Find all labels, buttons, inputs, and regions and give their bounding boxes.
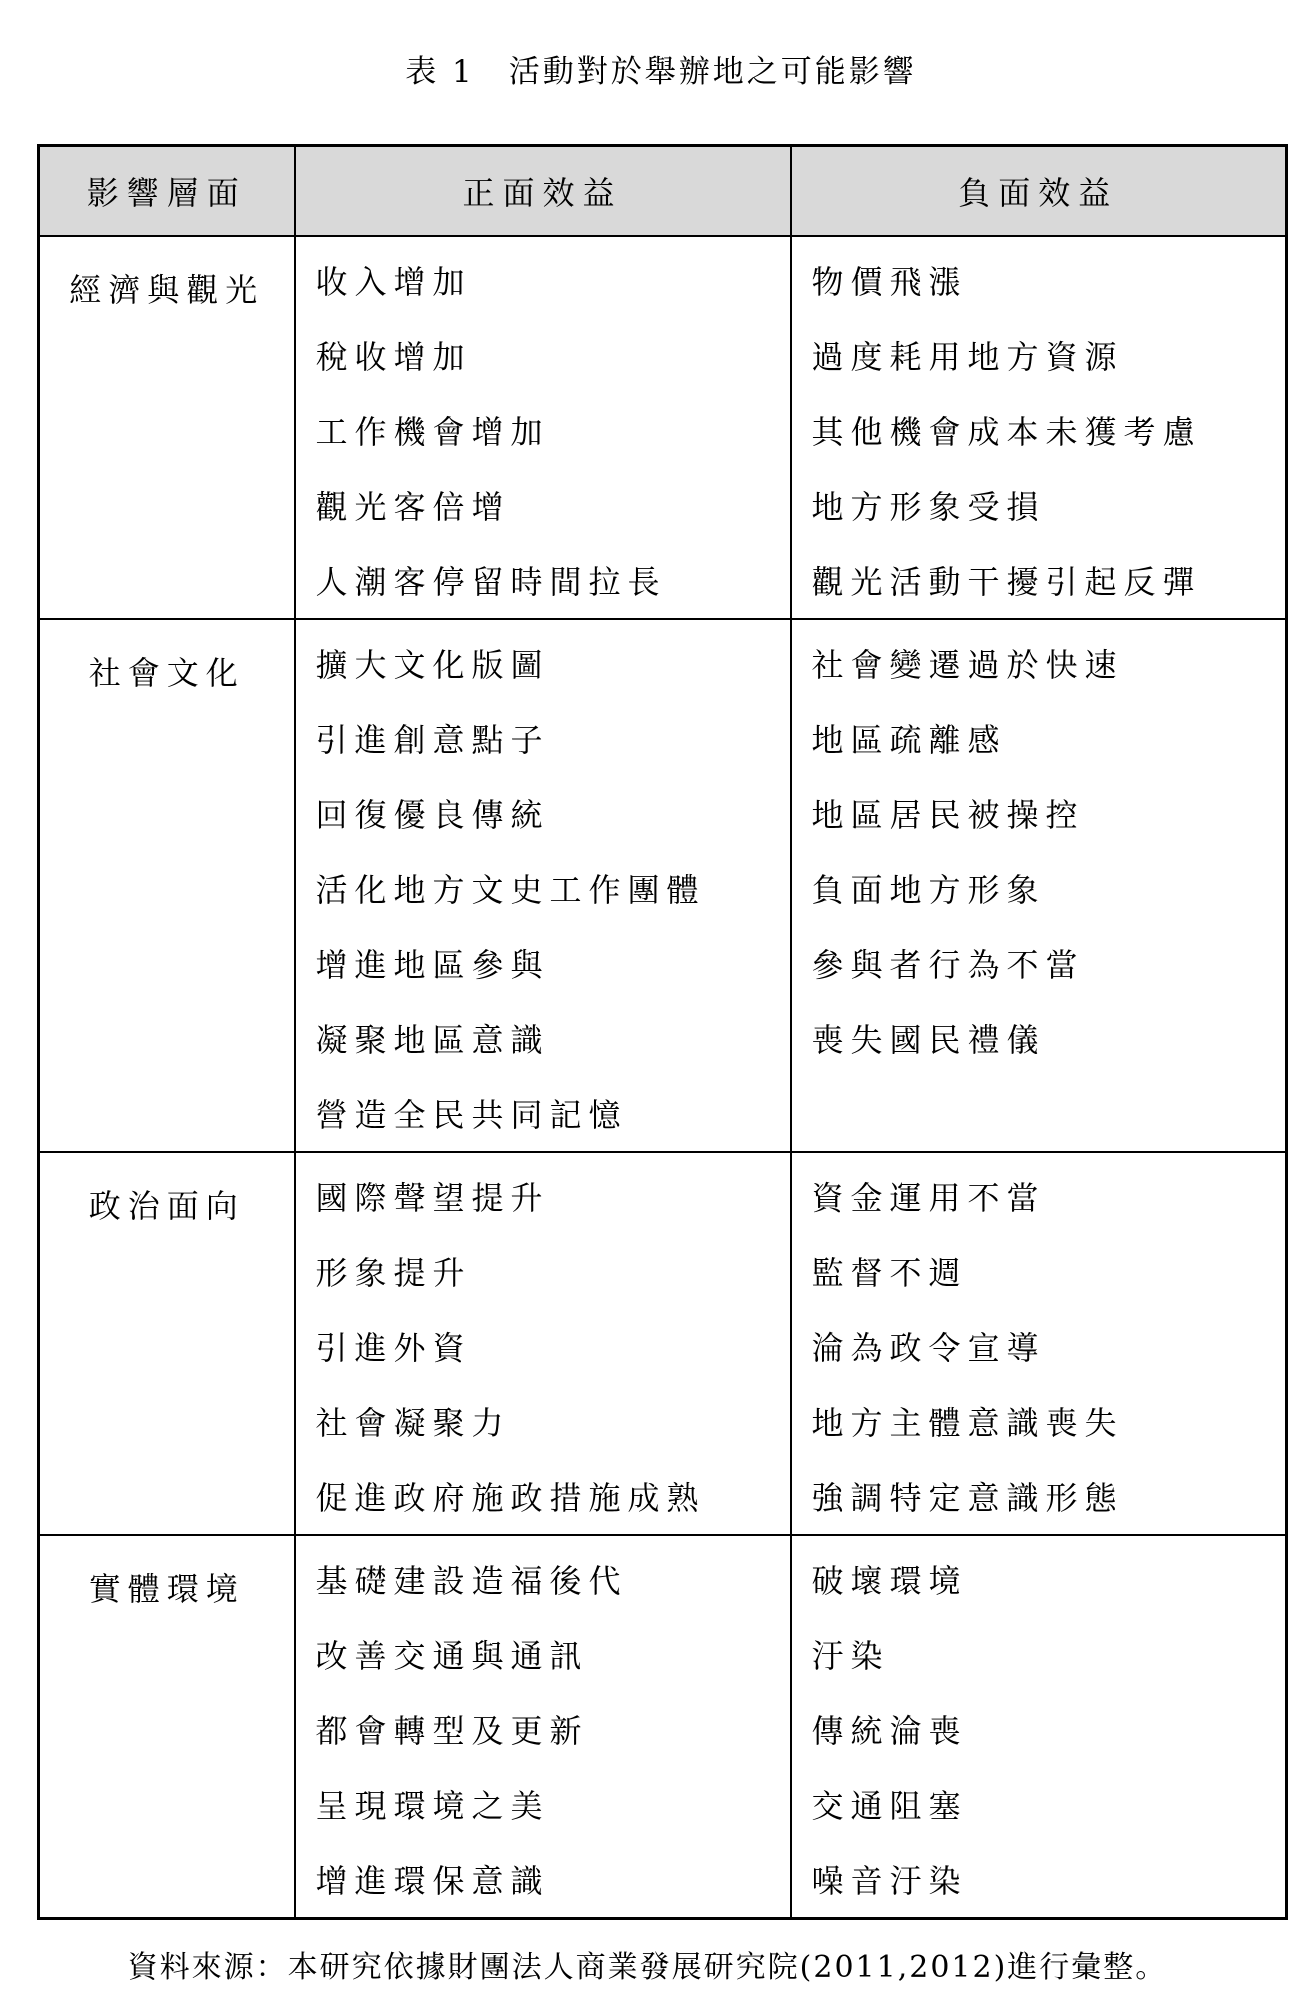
positive-benefit-item: 促進政府施政措施成熟 [315, 1479, 706, 1517]
positive-benefit-item: 形象提升 [315, 1254, 472, 1292]
negative-benefit-item: 觀光活動干擾引起反彈 [811, 563, 1202, 601]
impact-dimension-cell [39, 619, 295, 1152]
table-row [39, 619, 1287, 1152]
impact-table [37, 144, 1288, 1920]
negative-benefit-item: 物價飛漲 [811, 263, 968, 301]
negative-benefit-item: 地區疏離感 [811, 721, 1007, 759]
positive-benefit-item: 稅收增加 [315, 338, 472, 376]
negative-benefit-item: 負面地方形象 [811, 871, 1046, 909]
positive-benefits-cell [295, 236, 791, 619]
negative-benefit-item: 參與者行為不當 [811, 946, 1085, 984]
positive-benefit-item: 凝聚地區意識 [315, 1021, 550, 1059]
positive-benefit-item: 增進環保意識 [315, 1862, 550, 1900]
positive-benefit-item: 工作機會增加 [315, 413, 550, 451]
impact-dimension-label: 經濟與觀光 [69, 270, 265, 309]
negative-benefits-cell [791, 1152, 1287, 1535]
negative-benefit-item: 其他機會成本未獲考慮 [811, 413, 1202, 451]
negative-benefit-item: 強調特定意識形態 [811, 1479, 1124, 1517]
positive-benefits-cell [295, 619, 791, 1152]
positive-benefits-cell [295, 1152, 791, 1535]
table-row [39, 236, 1287, 619]
negative-benefit-item: 資金運用不當 [811, 1179, 1046, 1217]
negative-benefit-item: 淪為政令宣導 [811, 1329, 1046, 1367]
negative-benefit-item: 汙染 [811, 1637, 890, 1675]
positive-benefit-item: 呈現環境之美 [315, 1787, 550, 1825]
negative-benefit-item: 傳統淪喪 [811, 1712, 968, 1750]
impact-dimension-cell [39, 236, 295, 619]
impact-dimension-label: 實體環境 [88, 1569, 245, 1608]
positive-benefits-cell [295, 1535, 791, 1919]
impact-dimension-label: 社會文化 [88, 653, 245, 692]
negative-benefit-item: 交通阻塞 [811, 1787, 968, 1825]
negative-benefit-item: 破壞環境 [811, 1562, 968, 1600]
negative-benefit-item: 社會變遷過於快速 [811, 646, 1124, 684]
positive-benefit-item: 國際聲望提升 [315, 1179, 550, 1217]
impact-dimension-label: 政治面向 [88, 1186, 245, 1225]
negative-benefit-item: 監督不週 [811, 1254, 968, 1292]
positive-benefit-item: 人潮客停留時間拉長 [315, 563, 667, 601]
table-row [39, 1152, 1287, 1535]
negative-benefits-cell [791, 1535, 1287, 1919]
negative-benefit-item: 地方形象受損 [811, 488, 1046, 526]
source-note: 資料來源：本研究依據財團法人商業發展研究院(2011,2012)進行彙整。 [127, 1950, 1168, 1985]
table-header-row [39, 146, 1287, 236]
positive-benefit-item: 增進地區參與 [315, 946, 550, 984]
impact-dimension-cell [39, 1152, 295, 1535]
positive-benefit-item: 擴大文化版圖 [315, 646, 550, 684]
positive-benefit-item: 都會轉型及更新 [315, 1712, 589, 1750]
table-body [39, 236, 1287, 1919]
negative-benefits-cell [791, 619, 1287, 1152]
positive-benefit-item: 基礎建設造福後代 [315, 1562, 628, 1600]
negative-benefit-item: 喪失國民禮儀 [811, 1021, 1046, 1059]
positive-benefit-item: 回復優良傳統 [315, 796, 550, 834]
positive-benefit-item: 引進創意點子 [315, 721, 550, 759]
table-title: 表 1 活動對於舉辦地之可能影響 [405, 54, 917, 90]
header-negative-benefits: 負面效益 [791, 146, 1287, 236]
positive-benefit-item: 觀光客倍增 [315, 488, 511, 526]
positive-benefit-item: 改善交通與通訊 [315, 1637, 589, 1675]
header-impact-dimension: 影響層面 [39, 146, 295, 236]
negative-benefits-cell [791, 236, 1287, 619]
header-positive-benefits: 正面效益 [295, 146, 791, 236]
negative-benefit-item: 噪音汙染 [811, 1862, 968, 1900]
positive-benefit-item: 社會凝聚力 [315, 1404, 511, 1442]
positive-benefit-item: 收入增加 [315, 263, 472, 301]
table-row [39, 1535, 1287, 1919]
positive-benefit-item: 引進外資 [315, 1329, 472, 1367]
positive-benefit-item: 營造全民共同記憶 [315, 1096, 628, 1134]
negative-benefit-item: 地區居民被操控 [811, 796, 1085, 834]
negative-benefit-item: 過度耗用地方資源 [811, 338, 1124, 376]
negative-benefit-item: 地方主體意識喪失 [811, 1404, 1124, 1442]
impact-dimension-cell [39, 1535, 295, 1919]
positive-benefit-item: 活化地方文史工作團體 [315, 871, 706, 909]
